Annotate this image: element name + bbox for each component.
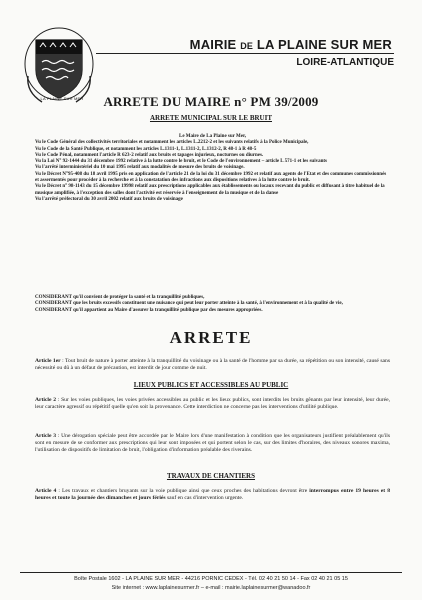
visa-line: Vu le Code Pénal, notamment l'article R 623-2 relatif aux bruits et tapages injurieux, nocturnes ou diurnes. [35, 152, 264, 158]
article-text-bold: interrompus entre 19 heures et 8 heures et toute la journée des dimanches et jours fériés [35, 488, 390, 501]
footer-address: Boîte Postale 1602 - LA PLAINE SUR MER - 44216 PORNIC CEDEX - Tél. 02 40 21 50 14 - Fax 02 40 21 05 15 [74, 576, 348, 582]
visa-line: Vu le Code Général des collectivités territoriales et notamment les articles L.2212-2 et les suivants relatifs à la Police Municipale, [35, 140, 309, 146]
footer-divider [20, 572, 402, 573]
visas-intro: Le Maire de La Plaine sur Mer, [179, 134, 246, 139]
mairie-name: LA PLAINE SUR MER [256, 37, 392, 52]
considerant-line: CONSIDERANT que les bruits excessifs constituent une nuisance qui peut leur porter atteinte à la santé, à l'environnement et à la qualité de vie, [35, 301, 343, 307]
article-text: : Tout bruit de nature à porter atteinte à la tranquillité du voisinage ou à la santé de l'homme par sa durée, sa répétition ou son intensité, causé sans nécessité ou dû à un défaut de précaution, est interdit de jour comme de nuit. [35, 358, 390, 371]
visa-line: Vu le Décret N°95-408 du 18 avril 1995 pris en application de l'article 21 de la loi du 31 décembre 1992 et relatif aux agents de l'Etat et des communes commissionnés et assermentés pour procéder à la recherche et à la constatation des infractions aux dispositions relatives à la lutte contre le bruit. [35, 171, 387, 184]
article-text: : Les travaux et chantiers bruyants sur la voie publique ainsi que ceux proches des habitations devront être [56, 488, 310, 494]
considerant-line: CONSIDERANT qu'il convient de protéger la santé et la tranquillité publiques, [35, 295, 205, 300]
document-subtitle: ARRETE MUNICIPAL SUR LE BRUIT [149, 114, 272, 122]
section-heading-chantiers: TRAVAUX DE CHANTIERS [166, 472, 256, 480]
article-label: Article 4 [35, 488, 57, 494]
header-divider [96, 53, 394, 54]
article-2 [35, 397, 390, 411]
considerant-line: CONSIDERANT qu'il appartient au Maire d'assurer la tranquillité publique par des mesures appropriées. [35, 307, 263, 313]
article-text: : Sur les voies publiques, les voies privées accessibles au public et les lieux publics, sont interdits les bruits gênants par leur intensité, leur durée, leur caractère agressif ou répétitif quelle qu'en soit la provenance. Cette interdiction ne concerne pas les interventions d'utilité publique. [35, 397, 390, 410]
section-heading-public: LIEUX PUBLICS ET ACCESSIBLES AU PUBLIC [133, 381, 289, 389]
visa-line: Vu l'arrêté préfectoral du 30 avril 2002 relatif aux bruits de voisinage [35, 196, 183, 202]
article-3 [35, 433, 390, 454]
article-1 [35, 358, 390, 372]
article-label: Article 3 [35, 433, 57, 439]
mairie-de: DE [240, 41, 254, 51]
visa-line: Vu le Code de la Santé Publique, et notamment les articles L.1311-1, L.1311-2, L.1312-2, R 48-1 à R 48-5 [35, 146, 257, 152]
article-text: sauf en cas d'intervention urgente. [165, 495, 244, 501]
mairie-heading [190, 37, 392, 52]
article-label: Article 2 [35, 397, 57, 403]
seal-caption: LA PLAINE SUR MER [40, 96, 84, 101]
footer-contact: Site internet : www.laplainesurmer.fr – e-mail : mairie.laplainesurmer@wanadoo.fr [111, 585, 311, 591]
article-text: : Une dérogation spéciale peut être accordée par le Maire lors d'une manifestation à condition que les organisateurs justifient préalablement qu'ils sont en mesure de se conformer aux prescriptions qui leur sont imposées et qui portent selon le cas, sur des limites d'horaires, des niveaux sonores maxima, l'utilisation de dispositifs de limitation de bruit, l'obligation d'information préalable des riverains. [35, 433, 391, 453]
visas-block [35, 134, 390, 203]
document-title: ARRETE DU MAIRE n° PM 39/2009 [103, 94, 319, 109]
mairie-prefix: MAIRIE [189, 37, 237, 52]
article-label: Article 1er [35, 358, 61, 364]
arrete-heading: ARRETE [169, 328, 253, 347]
visa-line: Vu le Décret n° 98-1143 du 15 décembre 19998 relatif aux prescriptions applicables aux établissements ou locaux recevant du public et diffusant à titre habituel de la musique amplifiée, à l'exception des salles dont l'activité est réservée à l'enseignement de la musique et de la danse [35, 184, 385, 196]
department-label: LOIRE-ATLANTIQUE [296, 57, 394, 68]
article-4 [35, 488, 390, 502]
visa-line: Vu la Loi N° 92-1444 du 31 décembre 1992 relative à la lutte contre le bruit, et le Code de l'environnement – article L 571-1 et les suivants [35, 159, 327, 165]
considerants-block [35, 295, 390, 314]
visa-line: Vu l'arrêté interministériel du 10 mai 1995 relatif aux modalités de mesure des bruits de voisinage. [35, 165, 245, 171]
